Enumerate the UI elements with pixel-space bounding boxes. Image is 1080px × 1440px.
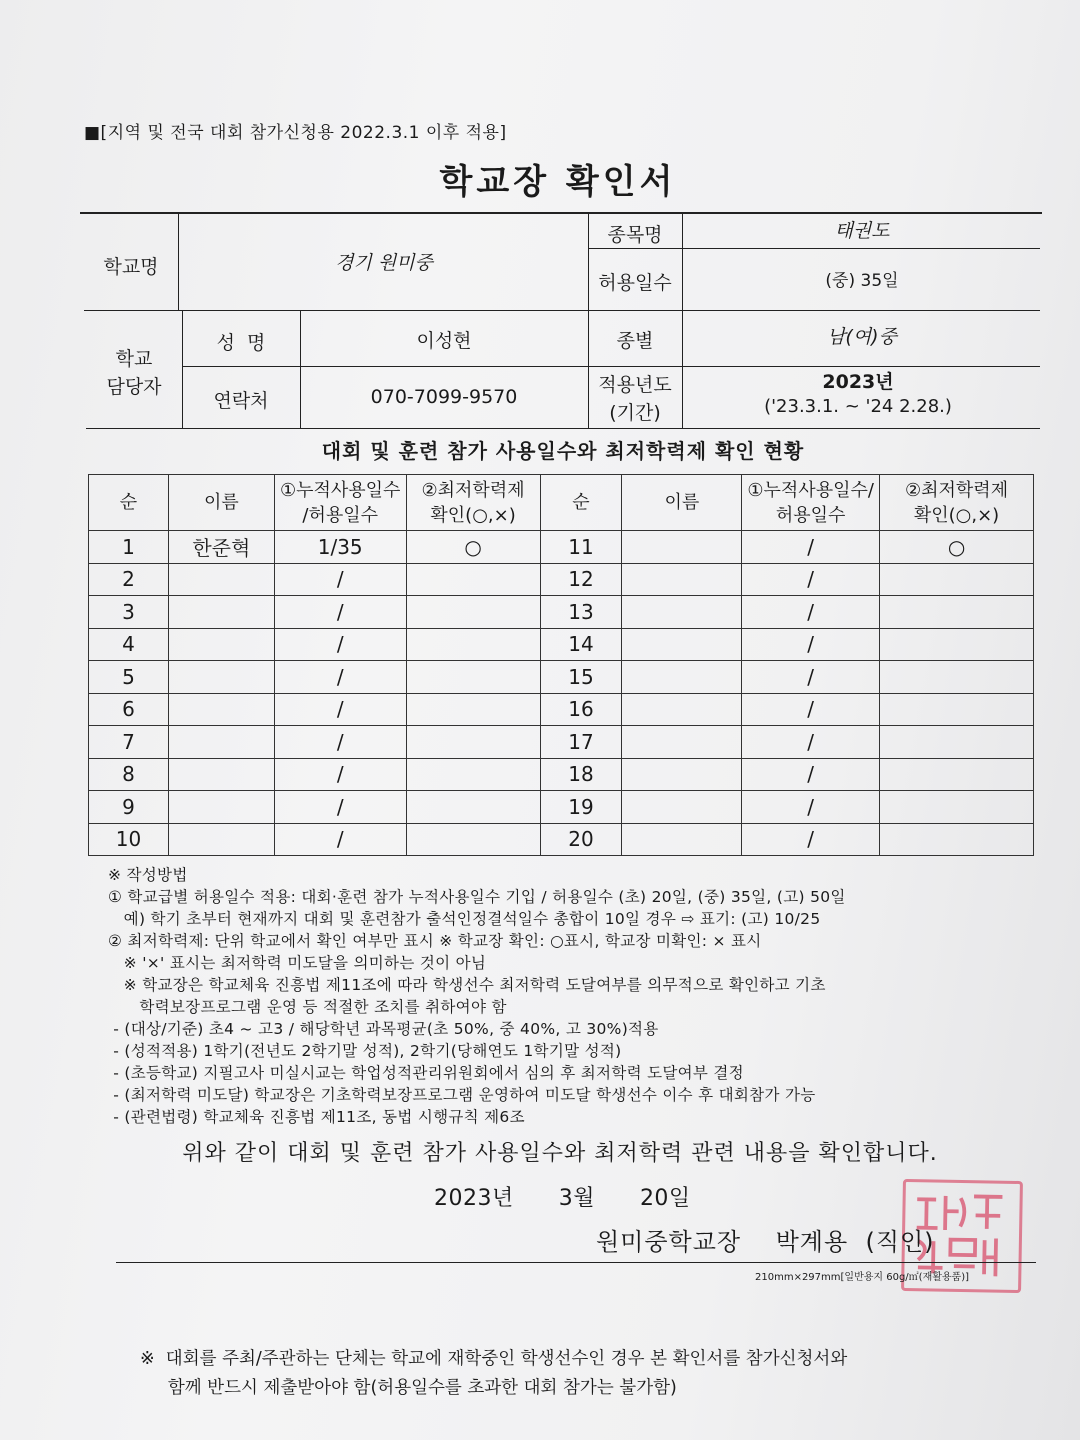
header-days-line1: ①누적사용일수 <box>279 479 401 501</box>
note-line: ※ 학교장은 학교체육 진흥법 제11조에 따라 학생선수 최저학력 도달여부를 의무적으로 확인하고 기초 <box>108 976 826 994</box>
table-row <box>89 823 1034 856</box>
usage-table <box>88 474 1034 856</box>
row-days: / <box>274 596 406 629</box>
header-no: 순 <box>89 475 169 531</box>
principal-name: 박계용 <box>775 1228 849 1256</box>
table-row <box>89 628 1034 661</box>
row-check <box>880 758 1034 791</box>
row-name <box>168 661 274 694</box>
row-days: / <box>742 791 880 824</box>
row-days: / <box>274 823 406 856</box>
note-line: - (관련법령) 학교체육 진흥법 제11조, 동법 시행규칙 제6조 <box>108 1108 525 1126</box>
row-days: 1/35 <box>274 531 406 564</box>
row-days: / <box>274 628 406 661</box>
period-value: ('23.3.1. ~ '24 2.28.) <box>764 396 952 417</box>
table-row <box>89 531 1034 564</box>
category-value: 남(여)중 <box>827 326 897 348</box>
contact-label-line2: 담당자 <box>106 376 162 398</box>
note-line: - (초등학교) 지필고사 미실시교는 학업성적관리위원회에서 심의 후 최저학력 도달여부 결정 <box>108 1064 744 1082</box>
allowed-days-label: 허용일수 <box>598 272 672 294</box>
divider <box>86 428 1040 429</box>
issue-date <box>434 1181 691 1212</box>
row-days: / <box>274 661 406 694</box>
row-check <box>406 661 540 694</box>
row-check <box>880 628 1034 661</box>
name-value: 이성현 <box>416 330 472 352</box>
row-check <box>406 693 540 726</box>
row-check <box>406 726 540 759</box>
row-number: 7 <box>89 726 169 759</box>
table-row <box>89 563 1034 596</box>
row-check <box>880 563 1034 596</box>
row-number: 5 <box>89 661 169 694</box>
row-name <box>168 596 274 629</box>
sport-value: 태권도 <box>834 220 890 242</box>
year-value: 2023년 <box>822 371 894 393</box>
header-name: 이름 <box>622 475 742 531</box>
document-title: 학교장 확인서 <box>439 162 677 202</box>
row-check <box>880 791 1034 824</box>
row-number: 10 <box>89 823 169 856</box>
row-number: 14 <box>540 628 622 661</box>
phone-label: 연락처 <box>213 390 269 412</box>
note-line: ① 학교급별 허용일수 적용: 대회·훈련 참가 누적사용일수 기입 / 허용일수 (초) 20일, (중) 35일, (고) 50일 <box>108 888 846 906</box>
header-min <box>406 475 540 531</box>
table-row <box>89 596 1034 629</box>
row-name <box>168 823 274 856</box>
row-check <box>880 693 1034 726</box>
header-days-line2: 허용일수 <box>775 504 846 526</box>
divider <box>588 248 1040 249</box>
confirmation-text: 위와 같이 대회 및 훈련 참가 사용일수와 최저학력 관련 내용을 확인합니다. <box>182 1141 938 1166</box>
divider <box>682 214 683 428</box>
row-days: / <box>274 726 406 759</box>
row-number: 16 <box>540 693 622 726</box>
row-check <box>406 563 540 596</box>
header-name: 이름 <box>168 475 274 531</box>
row-name <box>622 791 742 824</box>
row-number: 2 <box>89 563 169 596</box>
row-check <box>880 823 1034 856</box>
row-days: / <box>274 791 406 824</box>
header-days-line1: ①누적사용일수/ <box>747 479 874 501</box>
date-day: 20일 <box>639 1186 691 1211</box>
table-title: 대회 및 훈련 참가 사용일수와 최저학력제 확인 현황 <box>321 439 805 463</box>
row-name <box>168 791 274 824</box>
note-line: 예) 학기 초부터 현재까지 대회 및 훈련참가 출석인정결석일수 총합이 10일 경우 ⇨ 표기: (고) 10/25 <box>108 910 821 928</box>
sport-label: 종목명 <box>607 224 663 246</box>
row-number: 13 <box>540 596 622 629</box>
row-name: 한준혁 <box>168 531 274 564</box>
row-name <box>622 823 742 856</box>
header-note: ■[지역 및 전국 대회 참가신청용 2022.3.1 이후 적용] <box>84 123 507 143</box>
row-check <box>406 823 540 856</box>
row-name <box>622 726 742 759</box>
row-days: / <box>742 693 880 726</box>
row-number: 17 <box>540 726 622 759</box>
table-header-row <box>89 475 1034 531</box>
date-month: 3월 <box>558 1186 595 1211</box>
divider <box>80 212 1042 214</box>
row-number: 12 <box>540 563 622 596</box>
row-check <box>406 628 540 661</box>
row-number: 15 <box>540 661 622 694</box>
row-days: / <box>742 596 880 629</box>
note-line: ※ 작성방법 <box>108 866 188 884</box>
name-label: 성 명 <box>216 332 266 354</box>
table-row <box>89 758 1034 791</box>
header-min <box>880 475 1034 531</box>
principal-title: 원미중학교장 <box>596 1228 742 1256</box>
row-number: 11 <box>540 531 622 564</box>
instructions <box>108 864 1038 1128</box>
row-name <box>168 628 274 661</box>
table-row <box>89 726 1034 759</box>
header-days <box>742 475 880 531</box>
year-label-line2: (기간) <box>609 402 661 424</box>
school-label: 학교명 <box>103 256 159 278</box>
row-name <box>622 563 742 596</box>
row-number: 19 <box>540 791 622 824</box>
header-days <box>274 475 406 531</box>
school-value: 경기 원미중 <box>335 252 433 274</box>
row-days: / <box>742 758 880 791</box>
row-name <box>622 758 742 791</box>
row-name <box>622 596 742 629</box>
header-days-line2: /허용일수 <box>302 504 378 526</box>
divider <box>178 214 179 310</box>
row-days: / <box>742 661 880 694</box>
footer-line: 함께 반드시 제출받아야 함(허용일수를 초과한 대회 참가는 불가함) <box>140 1378 677 1398</box>
table-row <box>89 693 1034 726</box>
signature-line <box>596 1222 935 1257</box>
row-check: ○ <box>406 531 540 564</box>
header-min-line2: 확인(○,×) <box>913 504 1000 526</box>
note-line: - (대상/기준) 초4 ~ 고3 / 해당학년 과목평균(초 50%, 중 40%, 고 30%)적용 <box>108 1020 659 1038</box>
row-name <box>168 758 274 791</box>
seal-label: (직인) <box>865 1228 935 1256</box>
row-number: 1 <box>89 531 169 564</box>
row-days: / <box>742 628 880 661</box>
header-min-line1: ②최저학력제 <box>905 479 1009 501</box>
row-number: 3 <box>89 596 169 629</box>
row-check <box>406 596 540 629</box>
row-number: 18 <box>540 758 622 791</box>
row-number: 20 <box>540 823 622 856</box>
row-check: ○ <box>880 531 1034 564</box>
row-days: / <box>274 758 406 791</box>
row-name <box>168 726 274 759</box>
row-days: / <box>742 531 880 564</box>
allowed-days-value: (중) 35일 <box>825 271 899 291</box>
note-line: - (최저학력 미도달) 학교장은 기초학력보장프로그램 운영하여 미도달 학생선수 이수 후 대회참가 가능 <box>108 1086 816 1104</box>
row-name <box>622 661 742 694</box>
row-number: 8 <box>89 758 169 791</box>
row-check <box>880 726 1034 759</box>
divider <box>116 1262 1036 1263</box>
category-label: 종별 <box>616 330 654 352</box>
row-check <box>406 758 540 791</box>
footer-line: ※ 대회를 주최/주관하는 단체는 학교에 재학중인 학생선수인 경우 본 확인서를 참가신청서와 <box>140 1349 848 1369</box>
row-days: / <box>742 726 880 759</box>
contact-label-line1: 학교 <box>115 348 153 370</box>
header-min-line1: ②최저학력제 <box>421 479 525 501</box>
row-check <box>880 661 1034 694</box>
row-days: / <box>274 563 406 596</box>
year-label-line1: 적용년도 <box>598 374 672 396</box>
row-days: / <box>742 823 880 856</box>
row-name <box>622 628 742 661</box>
row-days: / <box>274 693 406 726</box>
note-line: - (성적적용) 1학기(전년도 2학기말 성적), 2학기(당해연도 1학기말 성적) <box>108 1042 622 1060</box>
row-number: 6 <box>89 693 169 726</box>
date-year: 2023년 <box>434 1186 514 1211</box>
row-check <box>880 596 1034 629</box>
note-line: ② 최저학력제: 단위 학교에서 확인 여부만 표시 ※ 학교장 확인: ○표시, 학교장 미확인: × 표시 <box>108 932 762 950</box>
phone-value: 070-7099-9570 <box>370 386 518 408</box>
row-check <box>406 791 540 824</box>
footer-note <box>140 1345 1020 1403</box>
row-name <box>168 563 274 596</box>
note-line: ※ '×' 표시는 최저학력 미도달을 의미하는 것이 아님 <box>108 954 487 972</box>
row-name <box>622 531 742 564</box>
table-row <box>89 791 1034 824</box>
row-name <box>622 693 742 726</box>
table-row <box>89 661 1034 694</box>
row-name <box>168 693 274 726</box>
divider <box>84 310 1040 311</box>
row-number: 9 <box>89 791 169 824</box>
header-no: 순 <box>540 475 622 531</box>
row-number: 4 <box>89 628 169 661</box>
note-line: 학력보장프로그램 운영 등 적절한 조치를 취하여야 함 <box>108 998 507 1016</box>
row-days: / <box>742 563 880 596</box>
header-min-line2: 확인(○,×) <box>430 504 516 526</box>
paper-spec: 210mm×297mm[일반용지 60g/㎡(재활용품)] <box>755 1272 970 1283</box>
